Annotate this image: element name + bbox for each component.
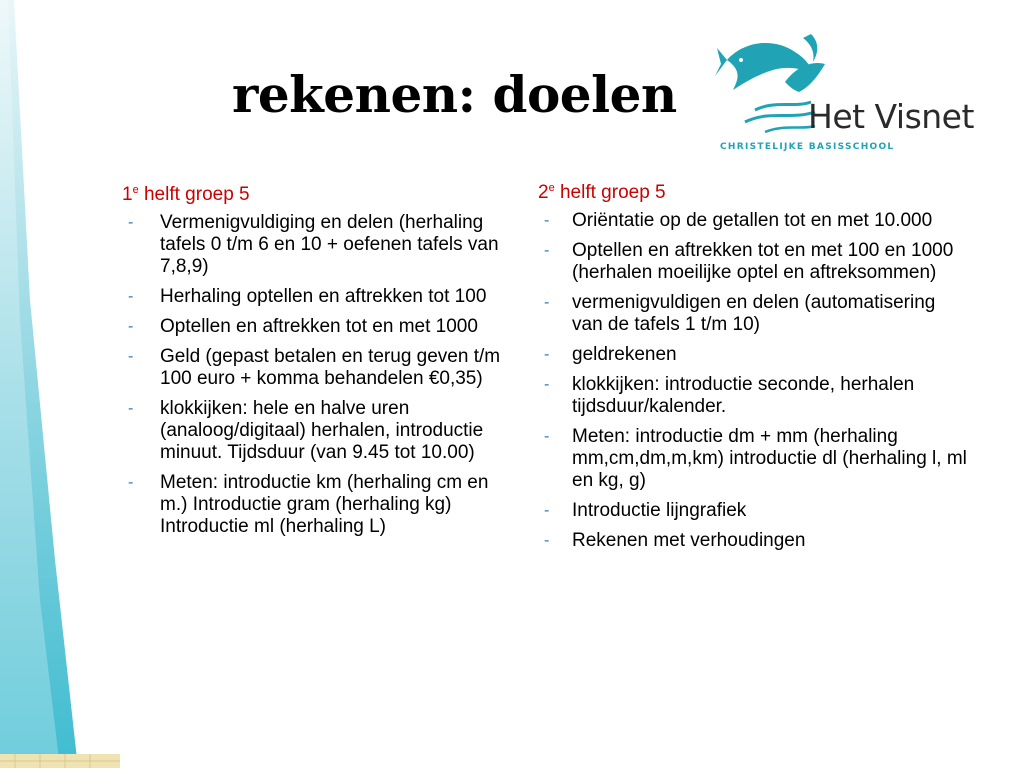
dash-bullet-icon: - [544, 428, 550, 445]
list-item: - Herhaling optellen en aftrekken tot 100 [128, 286, 487, 307]
dash-bullet-icon: - [544, 346, 550, 363]
slide-title: rekenen: doelen [232, 65, 677, 124]
list-item: - vermenigvuldigen en delen (automatisering van de tafels 1 t/m 10) [544, 292, 936, 335]
list-item: - Optellen en aftrekken tot en met 100 en 1000 (herhalen moeilijke optel en aftreksommen) [544, 240, 954, 283]
dash-bullet-icon: - [128, 400, 134, 417]
list-item: - Introductie lijngrafiek [544, 500, 747, 521]
school-logo [715, 30, 985, 160]
dash-bullet-icon: - [544, 532, 550, 549]
list-item: - Meten: introductie km (herhaling cm en m.) Introductie gram (herhaling kg) Introductie ml (herhaling L) [128, 472, 489, 537]
list-item: - klokkijken: hele en halve uren (analoog/digitaal) herhalen, introductie minuut. Tijdsduur (van 9.45 tot 10.00) [128, 398, 484, 463]
dash-bullet-icon: - [128, 288, 134, 305]
list-item: - Rekenen met verhoudingen [544, 530, 806, 551]
list-item: - Vermenigvuldiging en delen (herhaling tafels 0 t/m 6 en 10 + oefenen tafels van 7,8,9) [128, 212, 499, 277]
left-column-heading: 1e helft groep 5 [122, 184, 250, 205]
list-item: - Oriëntatie op de getallen tot en met 10.000 [544, 210, 933, 231]
fish-logo-icon [715, 30, 985, 160]
list-item: - geldrekenen [544, 344, 677, 365]
list-item: - Meten: introductie dm + mm (herhaling mm,cm,dm,m,km) introductie dl (herhaling l, ml en kg, g) [544, 426, 967, 491]
right-column-heading: 2e helft groep 5 [538, 182, 666, 203]
left-goals-list [122, 212, 512, 538]
dash-bullet-icon: - [544, 502, 550, 519]
list-item: - klokkijken: introductie seconde, herhalen tijdsduur/kalender. [544, 374, 915, 417]
dash-bullet-icon: - [544, 294, 550, 311]
list-item: - Optellen en aftrekken tot en met 1000 [128, 316, 478, 337]
dash-bullet-icon: - [128, 348, 134, 365]
dash-bullet-icon: - [544, 212, 550, 229]
logo-name: Het Visnet [808, 97, 974, 136]
dash-bullet-icon: - [128, 214, 134, 231]
decorative-sidebar [0, 0, 80, 768]
right-column [538, 182, 968, 560]
right-goals-list [538, 210, 968, 552]
decorative-bottom-strip [0, 754, 120, 768]
dash-bullet-icon: - [128, 474, 134, 491]
dash-bullet-icon: - [128, 318, 134, 335]
left-column [122, 184, 512, 546]
logo-subtitle: CHRISTELIJKE BASISSCHOOL [720, 142, 895, 152]
dash-bullet-icon: - [544, 376, 550, 393]
dash-bullet-icon: - [544, 242, 550, 259]
list-item: - Geld (gepast betalen en terug geven t/m 100 euro + komma behandelen €0,35) [128, 346, 501, 389]
